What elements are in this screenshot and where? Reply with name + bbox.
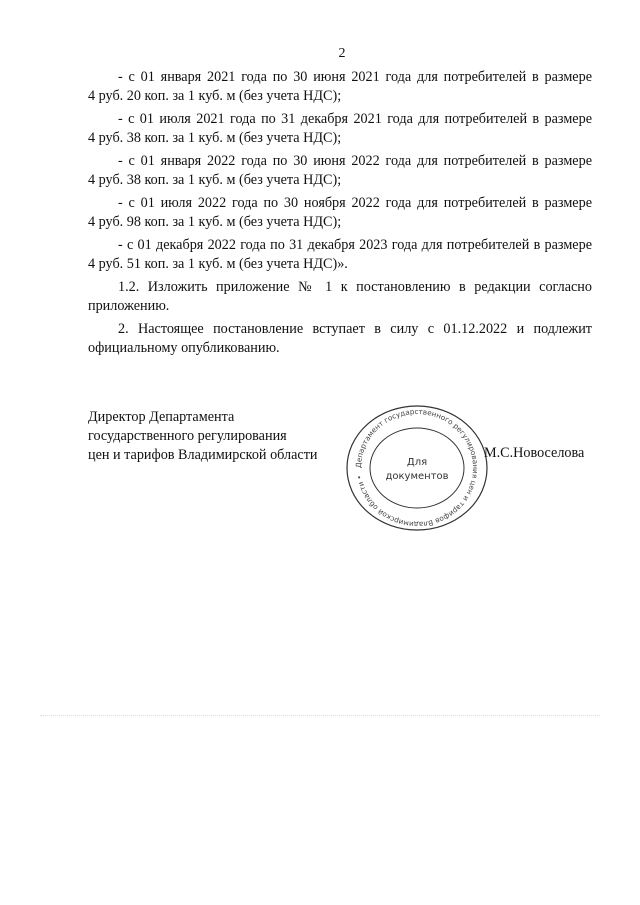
paragraph-line: 4 руб. 20 коп. за 1 куб. м (без учета НДС); — [88, 88, 342, 104]
paragraph-line: - с 01 января 2022 года по 30 июня 2022 года для потребителей в размере — [118, 153, 592, 169]
paragraph-line: - с 01 июля 2021 года по 31 декабря 2021 года для потребителей в размере — [118, 111, 592, 127]
page-number: 2 — [338, 46, 346, 61]
tariff-period-item — [88, 68, 592, 106]
paragraph-line: 4 руб. 51 коп. за 1 куб. м (без учета НДС)». — [88, 256, 348, 272]
paragraph-line: 4 руб. 38 коп. за 1 куб. м (без учета НДС); — [88, 130, 342, 146]
signatory-title-line: цен и тарифов Владимирской области — [88, 447, 318, 463]
official-stamp — [343, 403, 491, 533]
paragraph-line: - с 01 июля 2022 года по 30 ноября 2022 года для потребителей в размере — [118, 195, 592, 211]
stamp-inner-ring — [370, 428, 464, 508]
tariff-period-item — [88, 194, 592, 232]
paragraph-line: - с 01 января 2021 года по 30 июня 2021 года для потребителей в размере — [118, 69, 592, 85]
scan-artifact-line — [40, 715, 600, 717]
paragraph-line: 4 руб. 38 коп. за 1 куб. м (без учета НДС); — [88, 172, 342, 188]
tariff-period-item — [88, 152, 592, 190]
signatory-title-line: Директор Департамента — [88, 409, 235, 425]
tariff-period-item — [88, 236, 592, 274]
document-body — [88, 68, 592, 362]
paragraph-line: - с 01 декабря 2022 года по 31 декабря 2023 года для потребителей в размере — [118, 237, 592, 253]
tariff-period-item — [88, 110, 592, 148]
signatory-title-line: государственного регулирования — [88, 428, 287, 444]
stamp-center-line1: Для — [406, 457, 428, 468]
signatory-title — [88, 408, 318, 465]
paragraph-line: 2. Настоящее постановление вступает в силу с 01.12.2022 и подлежит — [118, 321, 592, 337]
stamp-center-line2: документов — [385, 471, 449, 482]
paragraph-line: официальному опубликованию. — [88, 340, 280, 356]
stamp-seal-graphic — [343, 403, 491, 533]
paragraph-line: приложению. — [88, 298, 170, 314]
clause-2 — [88, 320, 592, 358]
stamp-ring-text: Департамент государственного регулирования цен и тарифов Владимирской области • — [353, 406, 481, 530]
stamp-outer-ring — [347, 406, 487, 530]
paragraph-line: 4 руб. 98 коп. за 1 куб. м (без учета НДС); — [88, 214, 342, 230]
paragraph-line: 1.2. Изложить приложение № 1 к постановлению в редакции согласно — [118, 279, 592, 295]
signatory-name: М.С.Новоселова — [484, 445, 585, 461]
clause-1-2 — [88, 278, 592, 316]
